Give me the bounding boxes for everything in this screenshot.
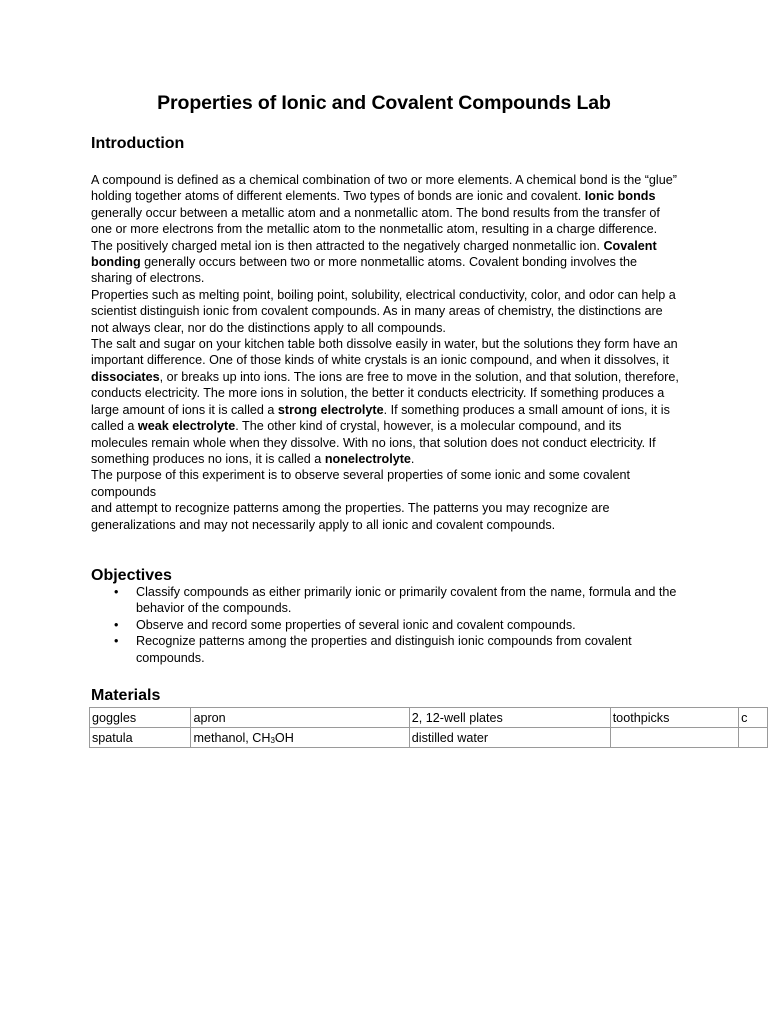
intro-paragraph-5: and attempt to recognize patterns among the properties. The patterns you may recognize are generalizations and may not necessarily apply to all ionic and covalent compounds. [91,501,610,532]
introduction-body [91,172,681,533]
table-cell: distilled water [409,728,610,748]
page-title: Properties of Ionic and Covalent Compounds Lab [157,92,611,114]
table-cell [191,728,409,748]
objective-text: Classify compounds as either primarily ionic or primarily covalent from the name, formula and the behavior of the compounds. [136,585,677,616]
table-cell: spatula [90,728,191,748]
table-cell [739,728,768,748]
bullet-icon: • [114,585,119,599]
table-cell [610,728,738,748]
intro-text: generally occurs between two or more nonmetallic atoms. Covalent bonding involves the sharing of electrons. [91,255,637,286]
objectives-heading: Objectives [91,567,172,584]
formula-subscript: 3 [270,735,275,745]
objectives-list [91,584,681,666]
table-cell: 2, 12-well plates [409,708,610,728]
term-dissociates: dissociates [91,369,160,384]
intro-text: The salt and sugar on your kitchen table both dissolve easily in water, but the solutions they form have an important difference. One of those kinds of white crystals is an ionic compound, and when it dissolves, it [91,337,678,368]
term-covalent-bonding: Covalent bonding [91,238,657,270]
term-ionic-bonds: Ionic bonds [584,189,656,204]
intro-paragraph-4: The purpose of this experiment is to observe several properties of some ionic and some covalent compounds [91,468,631,499]
list-item [91,617,681,633]
intro-text: , or breaks up into ions. The ions are free to move in the solution, and that solution, therefore, conducts electricity. The more ions in solution, the better it conducts electricity. If something produces a large amount of ions it is called a [91,369,679,417]
table-row [90,708,768,728]
intro-text: . [410,451,415,466]
term-weak-electrolyte: weak electrolyte [137,419,236,434]
list-item [91,584,681,617]
materials-table [89,707,768,748]
term-strong-electrolyte: strong electrolyte [277,402,384,417]
introduction-heading: Introduction [91,135,185,152]
table-cell: apron [191,708,409,728]
bullet-icon: • [114,634,119,649]
intro-text: generally occur between a metallic atom and a nonmetallic atom. The bond results from the transfer of one or more electrons from the metallic atom to the nonmetallic atom, resulting in a charge difference. The positively charged metal ion is then attracted to the negatively charged nonmetallic ion. [91,205,660,253]
materials-heading: Materials [91,687,161,704]
intro-paragraph-1 [91,172,681,287]
list-item [91,633,681,666]
objective-text: Observe and record some properties of several ionic and covalent compounds. [136,617,576,632]
table-cell: goggles [90,708,191,728]
formula-text: methanol, CH [193,730,271,745]
table-row [90,728,768,748]
objective-text: Recognize patterns among the properties and distinguish ionic compounds from covalent compounds. [136,634,632,665]
formula-text: OH [274,730,294,745]
table-cell: c [739,708,768,728]
table-cell: toothpicks [610,708,738,728]
intro-paragraph-2: Properties such as melting point, boiling point, solubility, electrical conductivity, color, and odor can help a scientist distinguish ionic from covalent compounds. As in many areas of chemistry, the distinctions are not always clear, nor do the distinctions apply to all compounds. [91,287,676,335]
intro-text: A compound is defined as a chemical combination of two or more elements. A chemical bond is the “glue” holding together atoms of different elements. Two types of bonds are ionic and covalent. [91,173,677,204]
intro-paragraph-3 [91,336,681,467]
intro-text: . The other kind of crystal, however, is a molecular compound, and its molecules remain whole when they dissolve. With no ions, that solution does not conduct electricity. If something produces no ions, it is called a [91,419,656,466]
intro-text: . If something produces a small amount of ions, it is called a [91,402,670,434]
bullet-icon: • [114,617,119,632]
term-nonelectrolyte: nonelectrolyte [324,451,411,466]
